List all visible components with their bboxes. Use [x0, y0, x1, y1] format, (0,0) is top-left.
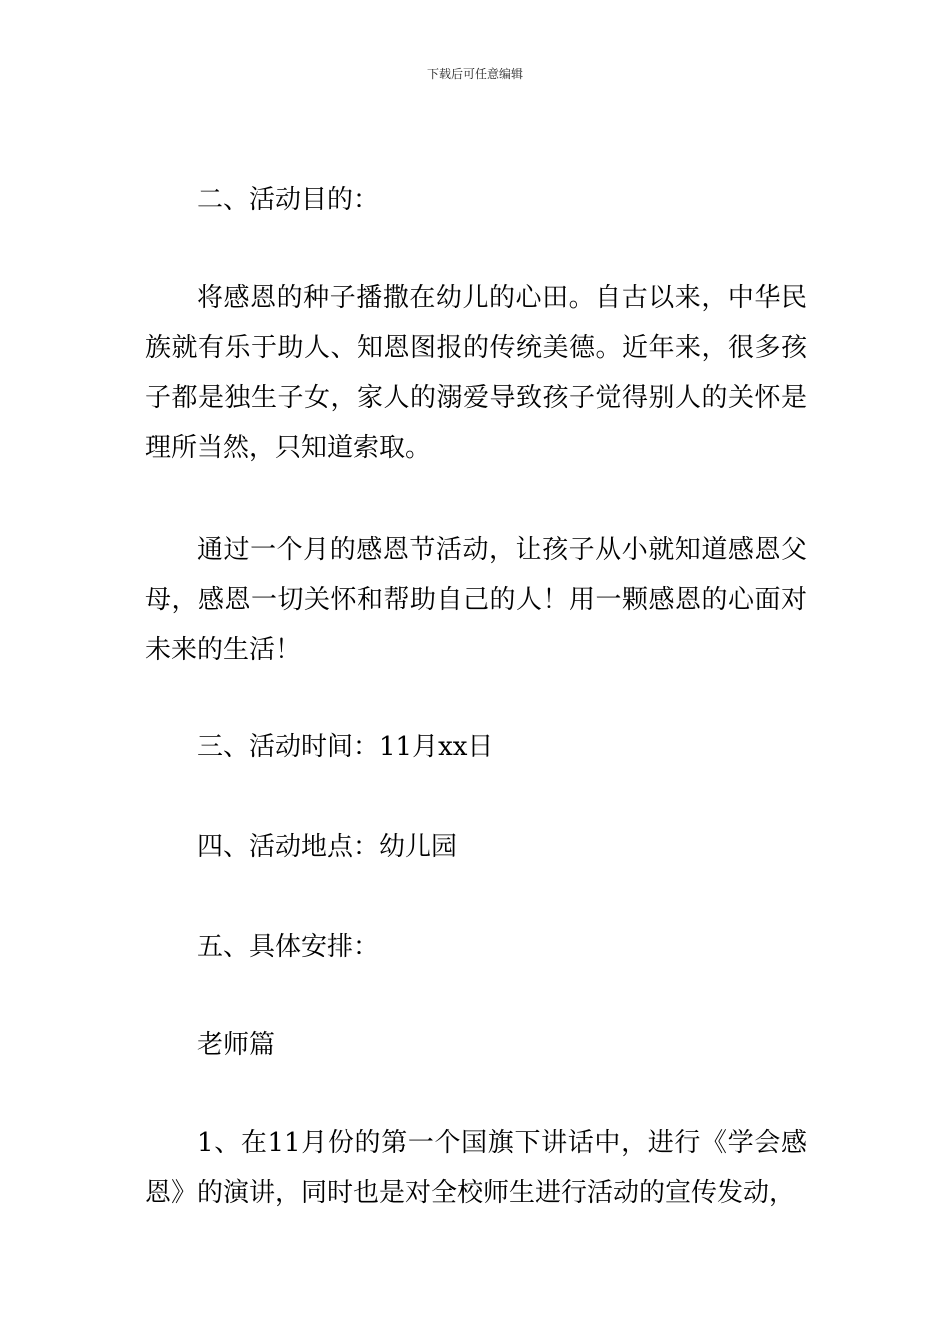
paragraph-purpose-2: 通过一个月的感恩节活动，让孩子从小就知道感恩父母，感恩一切关怀和帮助自己的人！用一颗感恩的心面对未来的生活！ — [145, 535, 807, 665]
section-heading-arrangement: 五、具体安排： — [197, 932, 380, 962]
section-heading-time: 三、活动时间：11月xx日 — [197, 732, 494, 762]
subheading-teachers: 老师篇 — [197, 1030, 276, 1060]
section-heading-purpose: 二、活动目的： — [197, 185, 380, 215]
paragraph-teachers-1: 1、在11月份的第一个国旗下讲话中，进行《学会感恩》的演讲，同时也是对全校师生进行活动的宣传发动， — [145, 1128, 807, 1208]
page-header-note: 下载后可任意编辑 — [426, 67, 523, 81]
section-heading-location: 四、活动地点：幼儿园 — [197, 832, 458, 862]
paragraph-purpose-1: 将感恩的种子播撒在幼儿的心田。自古以来，中华民族就有乐于助人、知恩图报的传统美德。近年来，很多孩子都是独生子女，家人的溺爱导致孩子觉得别人的关怀是理所当然，只知道索取。 — [145, 283, 807, 463]
